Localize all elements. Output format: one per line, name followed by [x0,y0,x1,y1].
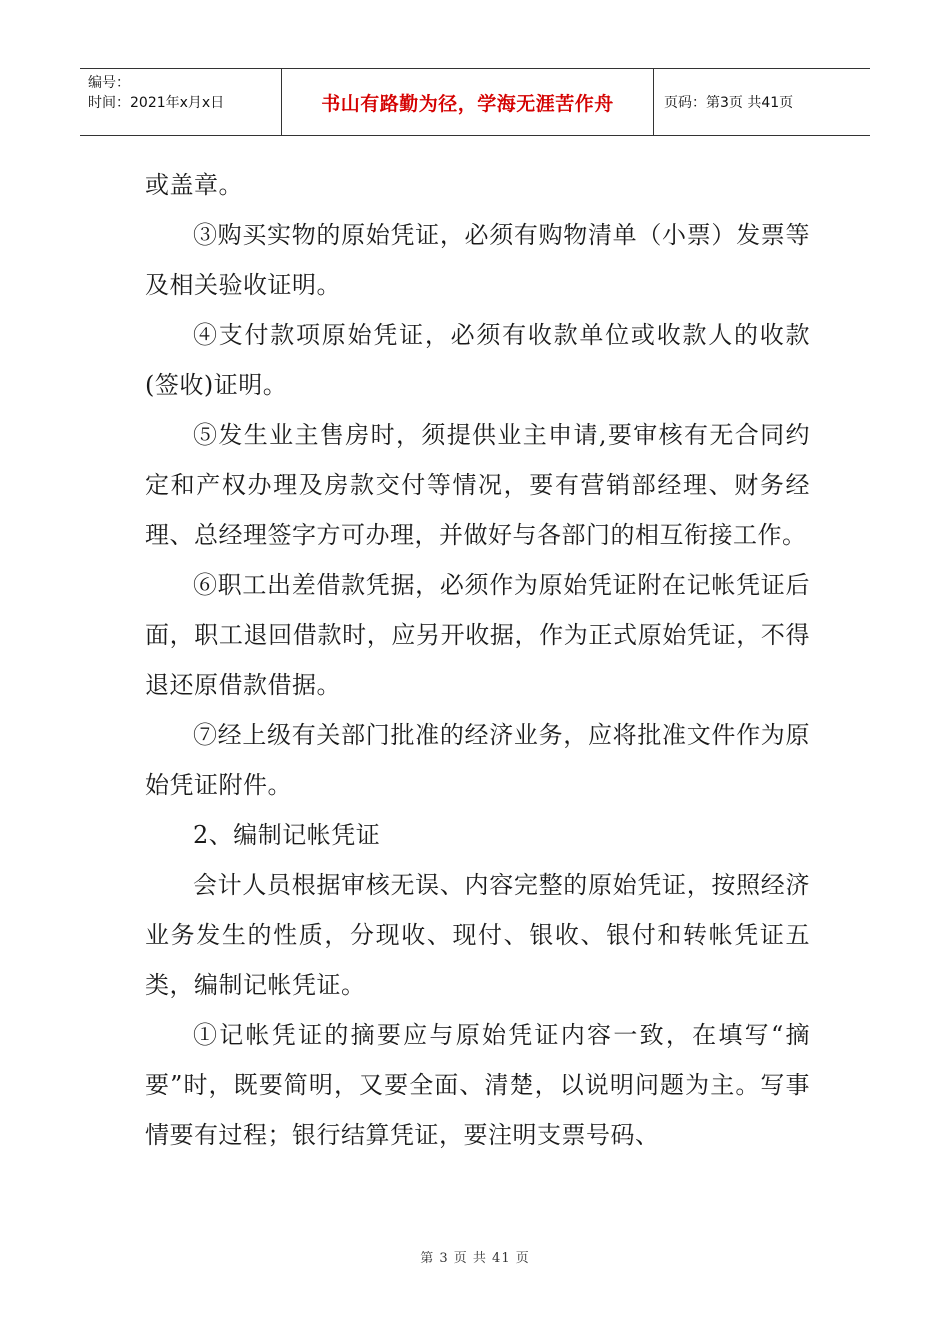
paragraph-item-5: ⑤发生业主售房时，须提供业主申请,要审核有无合同约定和产权办理及房款交付等情况，要有营销部经理、财务经理、总经理签字方可办理，并做好与各部门的相互衔接工作。 [145,421,810,549]
paragraph-continuation: 或盖章。 [145,171,243,199]
page-footer: 第 3 页 共 41 页 [420,1251,530,1266]
section-heading: 2、编制记帐凭证 [193,821,381,849]
document-time-label: 时间：2021年x月x日 [88,95,225,111]
header-motto: 书山有路勤为径，学海无涯苦作舟 [282,69,654,135]
document-header [80,68,870,136]
paragraph-item-6: ⑥职工出差借款凭据，必须作为原始凭证附在记帐凭证后面，职工退回借款时，应另开收据，作为正式原始凭证，不得退还原借款借据。 [145,571,810,699]
header-meta [80,69,282,135]
paragraph-item-7: ⑦经上级有关部门批准的经济业务，应将批准文件作为原始凭证附件。 [145,721,810,799]
paragraph-item-3: ③购买实物的原始凭证，必须有购物清单（小票）发票等及相关验收证明。 [145,221,810,299]
document-body [145,160,810,1160]
document-number-label: 编号： [88,75,130,91]
header-page-info: 页码：第3页 共41页 [664,95,794,111]
paragraph-section-intro: 会计人员根据审核无误、内容完整的原始凭证，按照经济业务发生的性质，分现收、现付、银收、银付和转帐凭证五类，编制记帐凭证。 [145,871,810,999]
paragraph-item-4: ④支付款项原始凭证，必须有收款单位或收款人的收款(签收)证明。 [145,321,810,399]
paragraph-item-1: ①记帐凭证的摘要应与原始凭证内容一致，在填写“摘要”时，既要简明，又要全面、清楚，以说明问题为主。写事情要有过程；银行结算凭证，要注明支票号码、 [145,1021,810,1149]
